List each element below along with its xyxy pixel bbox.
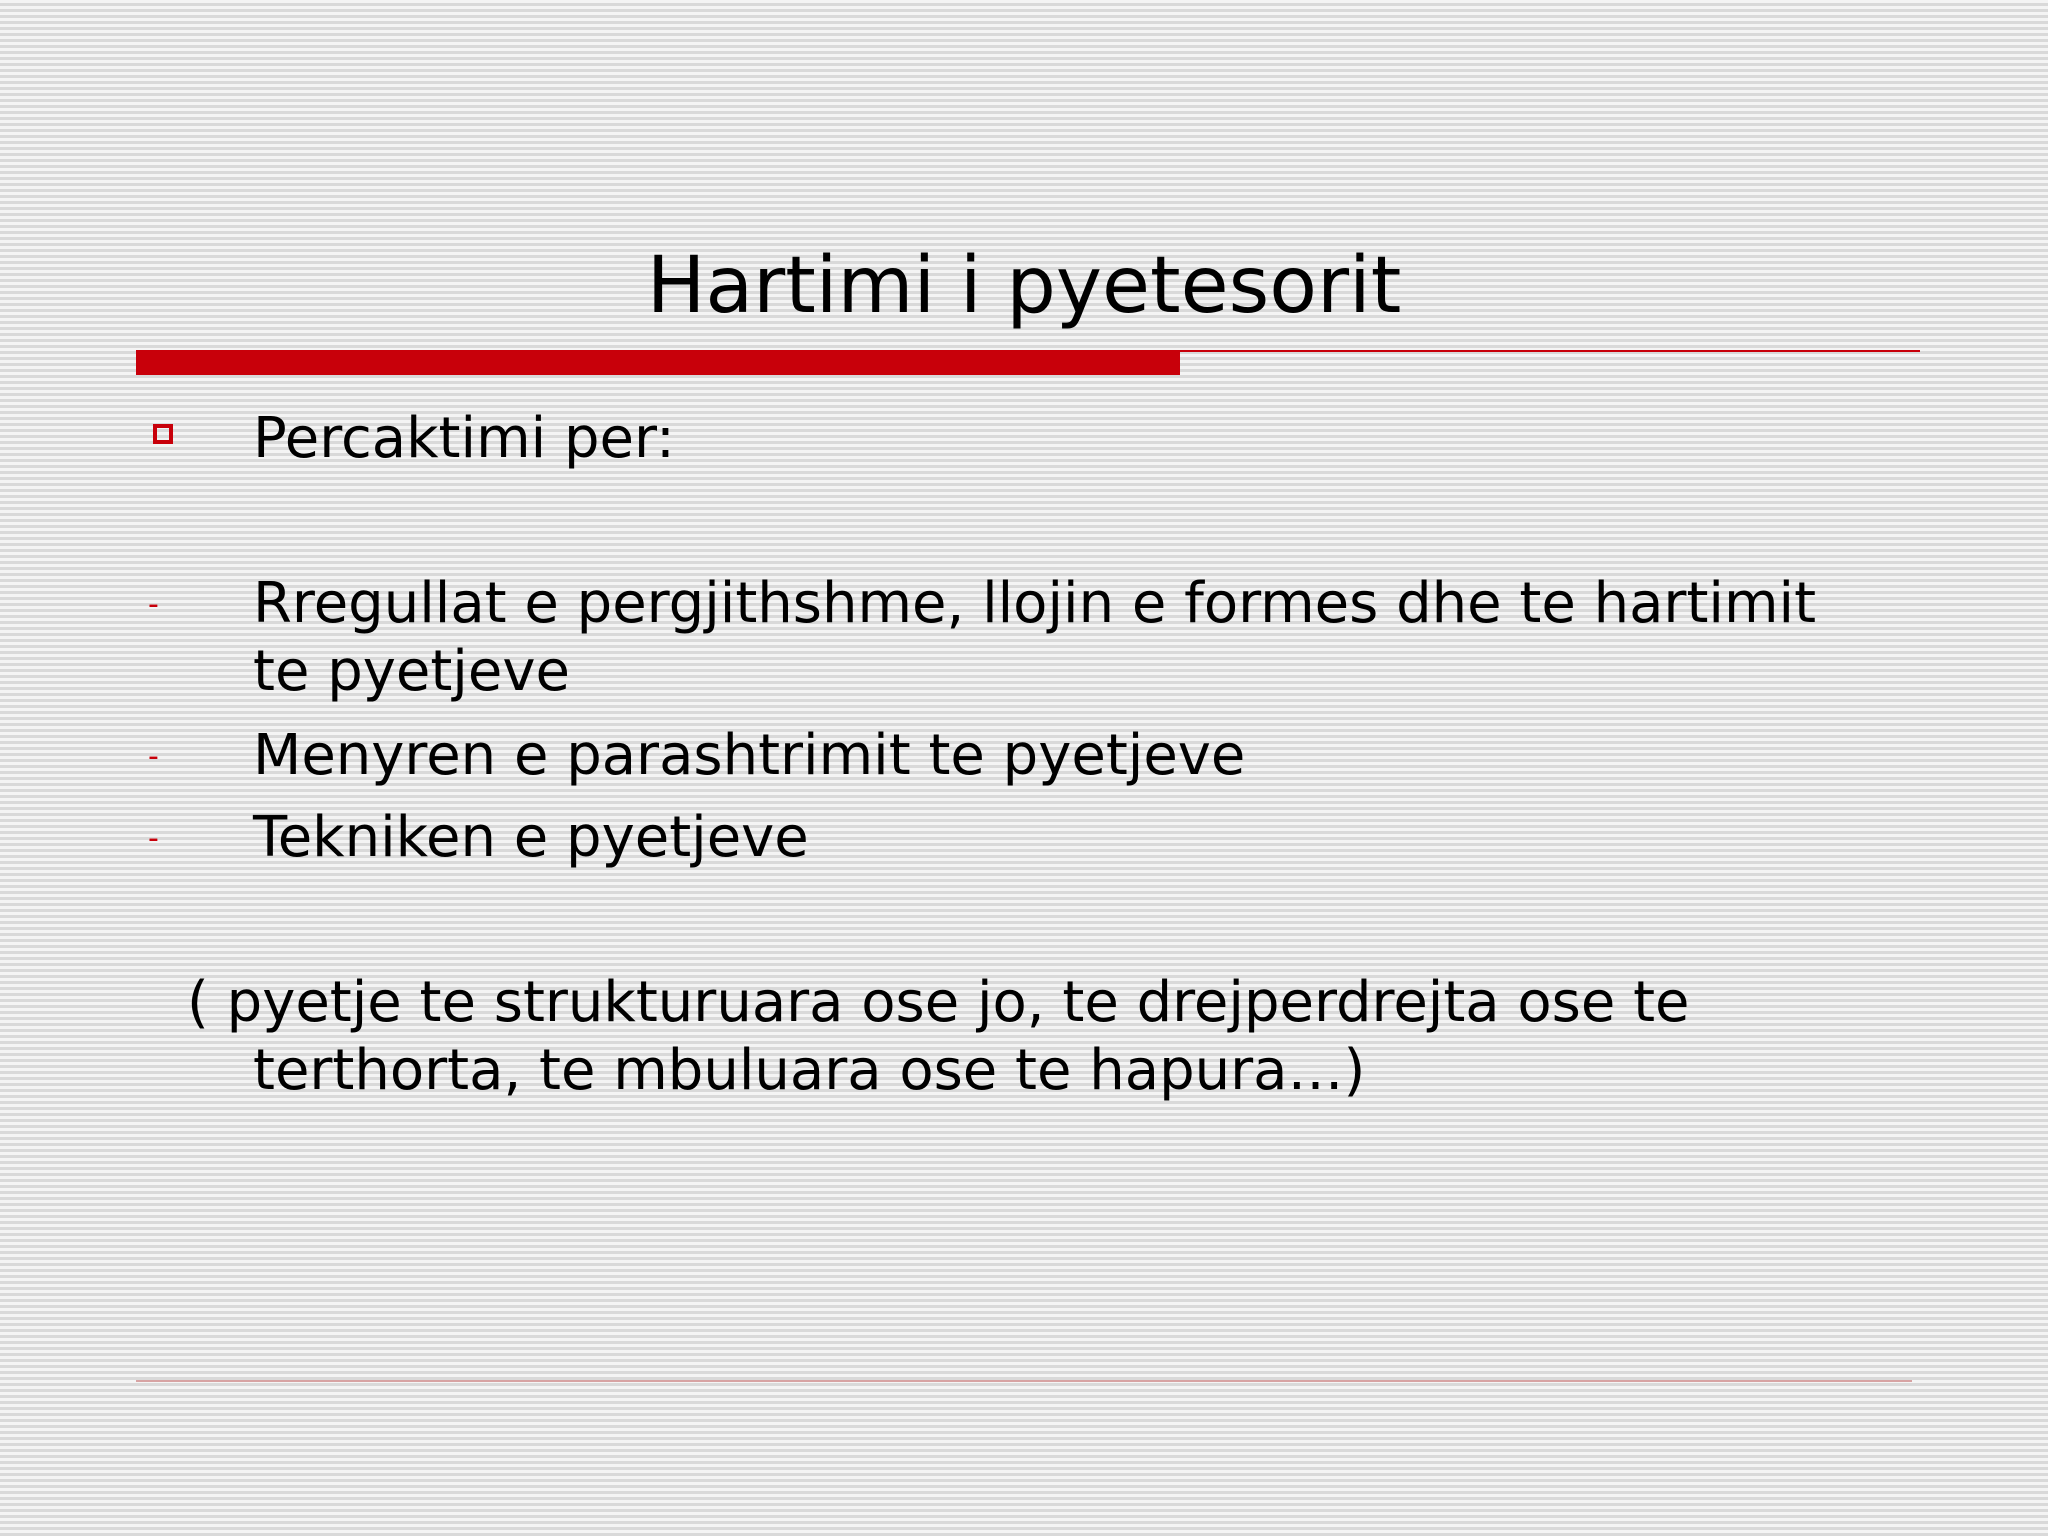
note-line: terthorta, te mbuluara ose te hapura…)	[253, 1038, 1366, 1103]
bullet-heading: Percaktimi per:	[253, 406, 675, 471]
square-bullet-icon	[153, 424, 173, 444]
note-line: ( pyetje te strukturuara ose jo, te drejperdrejta ose te	[187, 970, 1690, 1035]
title-accent-line	[1180, 350, 1920, 352]
dash-bullet-icon: -	[148, 587, 159, 622]
list-item-line: te pyetjeve	[253, 639, 570, 704]
slide-title: Hartimi i pyetesorit	[646, 241, 1402, 331]
title-accent-bar	[136, 350, 1180, 375]
footer-divider	[136, 1380, 1912, 1382]
dash-bullet-icon: -	[148, 821, 159, 856]
list-item-line: Rregullat e pergjithshme, llojin e formes dhe te hartimit	[253, 571, 1817, 636]
list-item-line: Tekniken e pyetjeve	[253, 805, 809, 870]
list-item-line: Menyren e parashtrimit te pyetjeve	[253, 723, 1246, 788]
dash-bullet-icon: -	[148, 739, 159, 774]
